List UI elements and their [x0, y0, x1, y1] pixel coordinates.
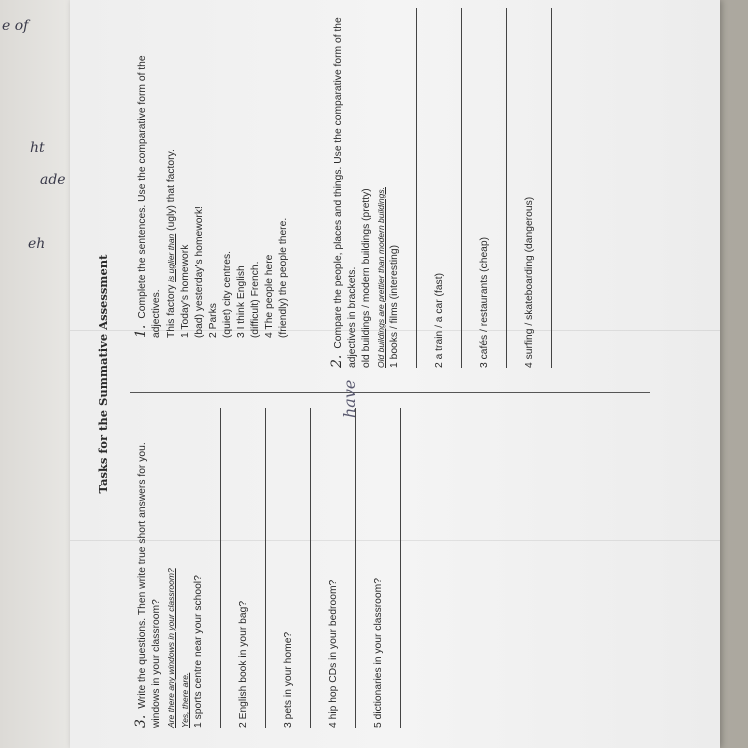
answer-line — [206, 408, 221, 728]
task-3-item: 4 hip hop CDs in your bedroom? — [328, 579, 339, 728]
task-3-number: 3. — [133, 714, 149, 728]
answer-line — [447, 8, 462, 368]
column-divider — [130, 392, 650, 393]
task-3 — [134, 408, 417, 728]
task-1-item: (friendly) the people there. — [278, 217, 289, 338]
task-3-instruction: Write the questions. Then write true short answers for you. — [137, 442, 148, 709]
task-2-instruction: Compare the people, places and things. Use the comparative form of the adjectives in brackets. — [333, 17, 358, 368]
task-3-item: 5 dictionaries in your classroom? — [373, 578, 384, 728]
task-1-item: (bad) yesterday's homework! — [194, 206, 205, 338]
margin-note: ht — [30, 140, 45, 156]
margin-note: e of — [2, 18, 29, 34]
task-2-item: 4 surfing / skateboarding (dangerous) — [524, 196, 535, 368]
task-3-item: 3 pets in your home? — [283, 631, 294, 728]
task-2 — [330, 8, 568, 368]
worksheet-title: Tasks for the Summative Assessment — [96, 254, 110, 494]
task-2-number: 2. — [329, 354, 345, 368]
task-1 — [134, 8, 291, 338]
task-3-item: 2 English book in your bag? — [238, 600, 249, 728]
task-1-item: 1 Today's homework — [180, 244, 191, 338]
task-1-item: 2 Parks — [208, 303, 219, 338]
answer-line — [537, 8, 552, 368]
pencil-note: have — [340, 379, 359, 418]
task-1-item: (quiet) city centres. — [222, 251, 233, 338]
task-2-example-answer: Old buildings are prettier than modern buildings. — [376, 187, 386, 368]
answer-line — [402, 8, 417, 368]
task-2-example-prompt: old buildings / modern buildings (pretty) — [361, 188, 372, 368]
task-2-item: 3 cafés / restaurants (cheap) — [479, 236, 490, 368]
task-3-example-question: Are there any windows in your classroom? — [166, 568, 176, 728]
answer-line — [296, 408, 311, 728]
task-1-number: 1. — [133, 324, 149, 338]
task-2-item: 2 a train / a car (fast) — [434, 273, 445, 368]
task-3-example-answer: Yes, there are. — [180, 672, 190, 728]
worksheet-paper — [70, 0, 720, 748]
underlying-sheet — [0, 0, 78, 748]
task-3-example-prompt: windows in your classroom? — [151, 599, 162, 728]
example-end: (ugly) that factory. — [166, 149, 177, 231]
task-3-item: 1 sports centre near your school? — [193, 575, 204, 728]
margin-note: ade — [40, 172, 66, 188]
task-1-item: 4 The people here — [264, 254, 275, 338]
answer-line — [492, 8, 507, 368]
task-1-item: 3 I think English — [236, 265, 247, 338]
answer-line — [251, 408, 266, 728]
task-2-item: 1 books / films (interesting) — [389, 244, 400, 368]
example-answer: is uglier than — [166, 233, 176, 282]
example-start: This factory — [166, 284, 177, 338]
worksheet-content — [70, 0, 720, 748]
margin-note: eh — [28, 236, 46, 252]
task-1-instruction: Complete the sentences. Use the comparative form of the adjectives. — [137, 55, 162, 338]
answer-line — [386, 408, 401, 728]
answer-line — [341, 408, 356, 728]
task-1-item: (difficult) French. — [250, 261, 261, 338]
